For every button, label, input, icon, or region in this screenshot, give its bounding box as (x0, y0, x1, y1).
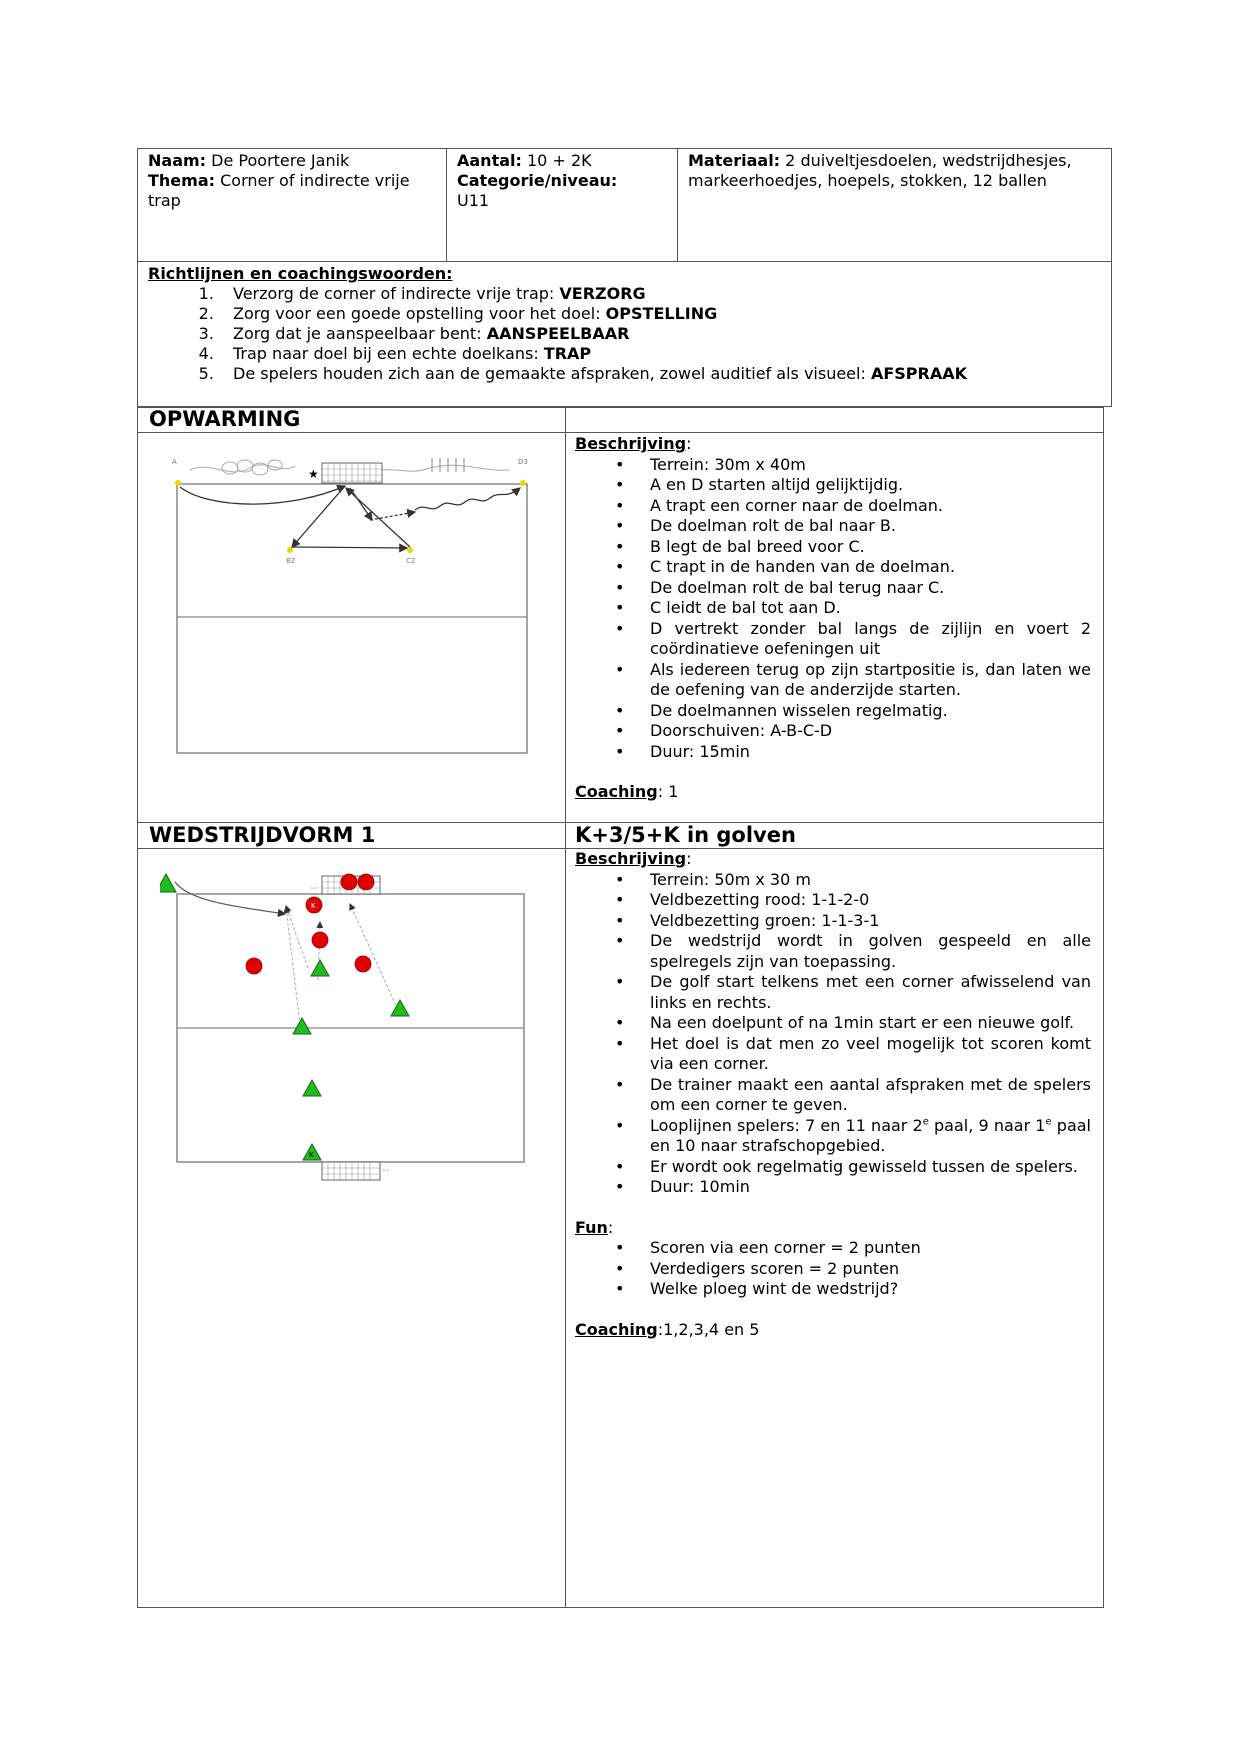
list-item: • Duur: 15min (575, 742, 1091, 763)
guideline-item: 5. De spelers houden zich aan de gemaakte afspraken, zowel auditief als visueel: AFSPRAAK (219, 364, 1101, 384)
list-item: • D vertrekt zonder bal langs de zijlijn en voert 2 coördinatieve oefeningen uit (575, 619, 1091, 660)
list-item: • B legt de bal breed voor C. (575, 537, 1091, 558)
materiaal-value: 2 duiveltjesdoelen, wedstrijdhesjes, markeerhoedjes, hoepels, stokken, 12 ballen (688, 151, 1072, 190)
balls-icon: ∘∘ (382, 1167, 390, 1174)
player-d-marker (520, 480, 526, 486)
header-table (137, 148, 1112, 262)
red-player-marker (312, 932, 328, 948)
green-player-marker (293, 1018, 311, 1034)
guideline-item: 4. Trap naar doel bij een echte doelkans: TRAP (219, 344, 1101, 364)
list-item: • A trapt een corner naar de doelman. (575, 496, 1091, 517)
wedstrijdvorm-diagram (160, 862, 540, 1192)
list-item: • De doelmannen wisselen regelmatig. (575, 701, 1091, 722)
beschrijving-label: Beschrijving (575, 849, 687, 868)
list-item: • Als iedereen terug op zijn startpositie is, dan laten we de oefening van de anderzijde starten. (575, 660, 1091, 701)
fun-list (575, 1238, 1091, 1300)
green-keeper-label: K (309, 1151, 314, 1159)
goal-net-icon (322, 1162, 380, 1180)
aantal-value: 10 + 2K (527, 151, 592, 170)
materiaal-cell (678, 149, 1111, 261)
green-player-marker (311, 960, 329, 976)
red-keeper-label: K (311, 902, 316, 910)
list-item: • Looplijnen spelers: 7 en 11 naar 2e paal, 9 naar 1e paal en 10 naar strafschopgebied. (575, 1116, 1091, 1157)
aantal-label: Aantal: (457, 151, 522, 170)
balls-icon: ∘∘ (310, 885, 318, 892)
list-item: • De wedstrijd wordt in golven gespeeld en alle spelregels zijn van toepassing. (575, 931, 1091, 972)
opwarming-title: OPWARMING (149, 407, 301, 431)
list-item: • De golf start telkens met een corner afwisselend van links en rechts. (575, 972, 1091, 1013)
wedstrijdvorm-subtitle: K+3/5+K in golven (575, 823, 796, 847)
player-c-marker (407, 547, 413, 553)
list-item: • Het doel is dat men zo veel mogelijk tot scoren komt via een corner. (575, 1034, 1091, 1075)
player-d-label: D3 (518, 458, 528, 466)
movement-arrows (180, 486, 520, 548)
red-player-marker (341, 874, 357, 890)
green-player-marker (160, 874, 176, 892)
player-a-marker (175, 480, 181, 486)
coaching-value: :1,2,3,4 en 5 (657, 1319, 760, 1339)
sticks-icon (432, 458, 464, 472)
guidelines-title: Richtlijnen en coachingswoorden: (148, 264, 453, 283)
thema-label: Thema: (148, 171, 216, 190)
list-item: • C leidt de bal tot aan D. (575, 598, 1091, 619)
movement-arrows (175, 882, 285, 914)
list-item: • Terrein: 50m x 30 m (575, 870, 1091, 891)
aantal-cell (447, 149, 677, 261)
list-item: • Scoren via een corner = 2 punten (575, 1238, 1091, 1259)
opwarming-diagram (170, 450, 540, 758)
wedstrijdvorm-list (575, 870, 1091, 1198)
player-b-marker (287, 547, 293, 553)
player-c-label: C2 (406, 557, 416, 565)
categorie-value: U11 (457, 191, 490, 210)
list-item: • Veldbezetting groen: 1-1-3-1 (575, 911, 1091, 932)
list-item: • Er wordt ook regelmatig gewisseld tussen de spelers. (575, 1157, 1091, 1178)
green-team (160, 874, 409, 1160)
categorie-label: Categorie/niveau: (457, 171, 618, 190)
coaching-label: Coaching (575, 1319, 658, 1339)
list-item: • Terrein: 30m x 40m (575, 455, 1091, 476)
list-item: • Duur: 10min (575, 1177, 1091, 1198)
wedstrijdvorm-title: WEDSTRIJDVORM 1 (149, 823, 376, 847)
guideline-item: 3. Zorg dat je aanspeelbaar bent: AANSPEELBAAR (219, 324, 1101, 344)
list-item: • A en D starten altijd gelijktijdig. (575, 475, 1091, 496)
player-a-label: A (172, 458, 177, 466)
pitch-outline (177, 484, 527, 753)
red-player-marker (358, 874, 374, 890)
beschrijving-label: Beschrijving (575, 434, 687, 453)
keeper-icon: ★ (308, 467, 319, 481)
list-item: • Welke ploeg wint de wedstrijd? (575, 1279, 1091, 1300)
green-player-marker (391, 1000, 409, 1016)
red-player-marker (355, 956, 371, 972)
goal-net-icon (322, 463, 382, 483)
opwarming-description: Beschrijving: • Terrein: 30m x 40m • A en D starten altijd gelijktijdig. • A trapt een corner naar de doelman. • De doelman rolt de bal naar B. • B legt de bal breed voor C. • C trapt in de handen van de doelman. • De doelman rolt de bal terug naar C. • C leidt de bal tot aan D. • D vertrekt zonder bal langs de zijlijn en voert 2 coördinatieve oefeningen uit • Als iedereen terug op zijn startpositie is, dan laten we de oefening van de anderzijde starten. • De doelmannen wisselen regelmatig. • Doorschuiven: A-B-C-D • Duur: 15min Coaching: 1 (575, 434, 1091, 803)
list-item: • De trainer maakt een aantal afspraken met de spelers om een corner te geven. (575, 1075, 1091, 1116)
list-item: • De doelman rolt de bal terug naar C. (575, 578, 1091, 599)
guideline-item: 2. Zorg voor een goede opstelling voor het doel: OPSTELLING (219, 304, 1101, 324)
guidelines-list (148, 284, 1101, 384)
coaching-label: Coaching (575, 782, 658, 801)
green-player-marker (303, 1080, 321, 1096)
list-item: • Na een doelpunt of na 1min start er een nieuwe golf. (575, 1013, 1091, 1034)
run-lines (286, 904, 398, 1025)
list-item: • Verdedigers scoren = 2 punten (575, 1259, 1091, 1280)
list-item: • Veldbezetting rood: 1-1-2-0 (575, 890, 1091, 911)
guidelines-section (137, 262, 1112, 407)
red-player-marker (246, 958, 262, 974)
list-item: • Doorschuiven: A-B-C-D (575, 721, 1091, 742)
guideline-item: 1. Verzorg de corner of indirecte vrije trap: VERZORG (219, 284, 1101, 304)
fun-label: Fun (575, 1217, 608, 1237)
player-b-label: B2 (286, 557, 296, 565)
list-item: • C trapt in de handen van de doelman. (575, 557, 1091, 578)
column-divider (565, 407, 566, 1608)
thema-value: Corner of indirecte vrije trap (148, 171, 410, 210)
naam-label: Naam: (148, 151, 207, 170)
coaching-value: : 1 (657, 782, 679, 801)
row-divider (137, 432, 1104, 433)
list-item: • De doelman rolt de bal naar B. (575, 516, 1091, 537)
naam-value: De Poortere Janik (211, 151, 350, 170)
materiaal-label: Materiaal: (688, 151, 781, 170)
wedstrijdvorm-description: Beschrijving: • Terrein: 50m x 30 m • Veldbezetting rood: 1-1-2-0 • Veldbezetting groen: 1-1-3-1 • De wedstrijd wordt in golven gespeeld en alle spelregels zijn van toepassing. • De golf start telkens met een corner afwisselend van links en rechts. • Na een doelpunt of na 1min start er een nieuwe golf. • Het doel is dat men zo veel mogelijk tot scoren komt via een corner. • De trainer maakt een aantal afspraken met de spelers om een corner te geven. • Looplijnen spelers: 7 en 11 naar 2e paal, 9 naar 1e paal en 10 naar strafschopgebied. • Er wordt ook regelmatig gewisseld tussen de spelers. • Duur: 10min Fun: • Scoren via een corner = 2 punten • Verdedigers scoren = 2 punten • Welke ploeg wint de wedstrijd? Coaching:1,2,3,4 en 5 (575, 849, 1091, 1340)
name-theme-cell (138, 149, 444, 261)
opwarming-list (575, 455, 1091, 763)
